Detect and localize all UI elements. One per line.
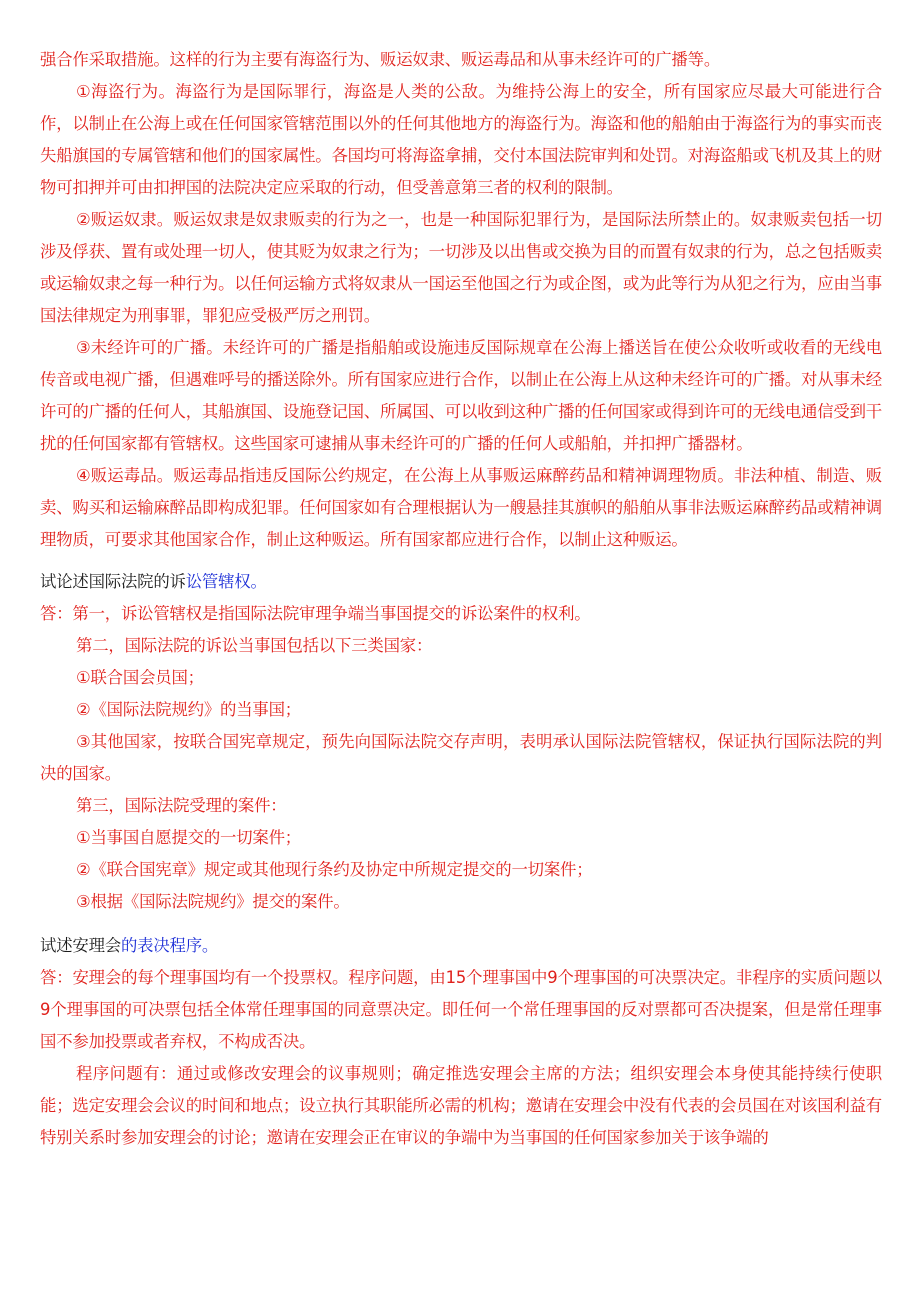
document-page — [40, 44, 882, 1154]
answer-voting: 答：安理会的每个理事国均有一个投票权。程序问题，由15个理事国中9个理事国的可决票决定。非程序的实质问题以9个理事国的可决票包括全体常任理事国的同意票决定。即任何一个常任理事国的反对票都可否决提案，但是常任理事国不参加投票或者弃权，不构成否决。 — [40, 968, 882, 1051]
answer-item: 第二，国际法院的诉讼当事国包括以下三类国家： — [76, 636, 433, 655]
answer-item: 第三，国际法院受理的案件： — [76, 796, 287, 815]
question-highlight: 的表决程序。 — [120, 936, 219, 955]
answer-first: 答：第一，诉讼管辖权是指国际法院审理争端当事国提交的诉讼案件的权利。 — [40, 604, 591, 623]
drug-trafficking-paragraph: ④贩运毒品。贩运毒品指违反国际公约规定，在公海上从事贩运麻醉药品和精神调理物质。非法种植、制造、贩卖、购买和运输麻醉品即构成犯罪。任何国家如有合理根据认为一艘悬挂其旗帜的船舶从事非法贩运麻醉药品或精神调理物质，可要求其他国家合作，制止这种贩运。所有国家都应进行合作，以制止这种贩运。 — [40, 466, 882, 549]
answer-item: ③其他国家，按联合国宪章规定，预先向国际法院交存声明，表明承认国际法院管辖权，保证执行国际法院的判决的国家。 — [40, 732, 882, 783]
answer-item: ①联合国会员国； — [76, 668, 204, 687]
unauthorized-broadcast-paragraph: ③未经许可的广播。未经许可的广播是指船舶或设施违反国际规章在公海上播送旨在使公众收听或收看的无线电传音或电视广播，但遇难呼号的播送除外。所有国家应进行合作，以制止在公海上从这种未经许可的广播。对从事未经许可的广播的任何人，其船旗国、设施登记国、所属国、可以收到这种广播的任何国家或得到许可的无线电通信受到干扰的任何国家都有管辖权。这些国家可逮捕从事未经许可的广播的任何人或船舶，并扣押广播器材。 — [40, 338, 882, 453]
slave-trade-paragraph: ②贩运奴隶。贩运奴隶是奴隶贩卖的行为之一，也是一种国际犯罪行为，是国际法所禁止的。奴隶贩卖包括一切涉及俘获、置有或处理一切人，使其贬为奴隶之行为；一切涉及以出售或交换为目的而置有奴隶的行为，总之包括贩卖或运输奴隶之每一种行为。以任何运输方式将奴隶从一国运至他国之行为或企图，或为此等行为从犯之行为，应由当事国法律规定为刑事罪，罪犯应受极严厉之刑罚。 — [40, 210, 882, 325]
piracy-paragraph: ①海盗行为。海盗行为是国际罪行，海盗是人类的公敌。为维持公海上的安全，所有国家应尽最大可能进行合作，以制止在公海上或在任何国家管辖范围以外的任何其他地方的海盗行为。海盗和他的船舶由于海盗行为的事实而丧失船旗国的专属管辖和他们的国家属性。各国均可将海盗拿捕，交付本国法院审判和处罚。对海盗船或飞机及其上的财物可扣押并可由扣押国的法院决定应采取的行动，但受善意第三者的权利的限制。 — [40, 82, 882, 197]
question-text: 试述安理会 — [40, 936, 121, 955]
question-highlight: 讼管辖权。 — [185, 572, 267, 591]
question-text: 试论述国际法院的诉 — [40, 572, 186, 591]
answer-item: ①当事国自愿提交的一切案件； — [76, 828, 301, 847]
procedural-matters-paragraph: 程序问题有：通过或修改安理会的议事规则；确定推选安理会主席的方法；组织安理会本身使其能持续行使职能；选定安理会会议的时间和地点；设立执行其职能所必需的机构；邀请在安理会中没有代表的会员国在对该国利益有特别关系时参加安理会的讨论；邀请在安理会正在审议的争端中为当事国的任何国家参加关于该争端的 — [40, 1064, 882, 1147]
answer-item: ②《联合国宪章》规定或其他现行条约及协定中所规定提交的一切案件； — [76, 860, 593, 879]
answer-item: ②《国际法院规约》的当事国； — [76, 700, 301, 719]
answer-item: ③根据《国际法院规约》提交的案件。 — [76, 892, 350, 911]
question-icj-jurisdiction — [40, 566, 882, 598]
intro-paragraph: 强合作采取措施。这样的行为主要有海盗行为、贩运奴隶、贩运毒品和从事未经许可的广播等。 — [40, 50, 721, 69]
question-security-council-voting — [40, 930, 882, 962]
